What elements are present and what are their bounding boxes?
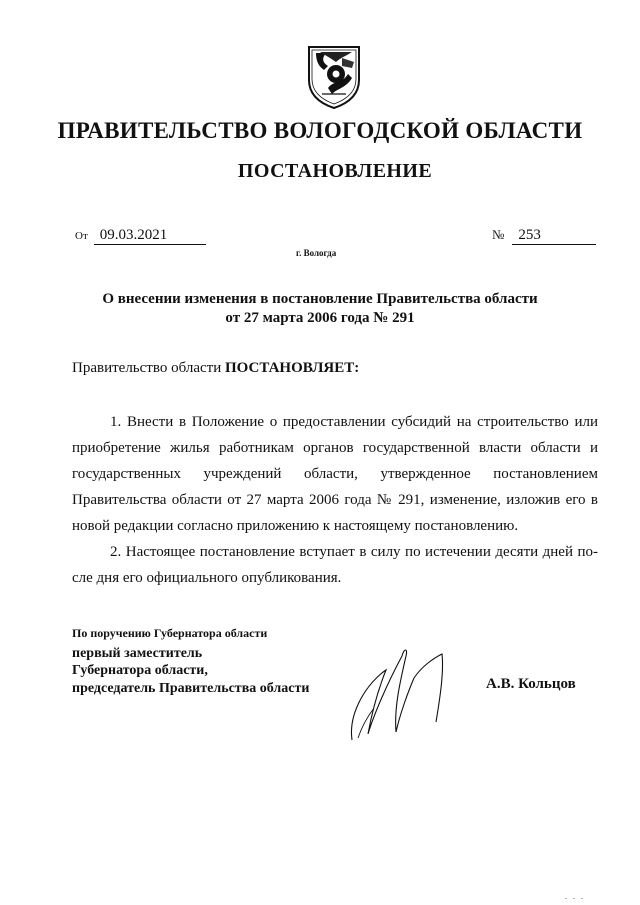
paragraph-1-line-4: Правительства области от 27 марта 2006 года № 291, изменение, изложив его в	[72, 492, 598, 508]
signatory-name: А.В. Кольцов	[486, 676, 576, 692]
document-body	[72, 409, 598, 591]
paragraph-2-line-1: 2. Настоящее постановление вступает в силу по истечении десяти дней по-	[110, 544, 598, 560]
paragraph-1-line-3: государственных учреждений области, утвержденное постановлением	[72, 466, 598, 482]
document-number: 253	[512, 227, 596, 245]
number-field	[492, 227, 596, 245]
signature-instruction: По поручению Губернатора области	[72, 626, 268, 640]
position-line-3: председатель Правительства области	[72, 680, 310, 696]
paragraph-1-line-5: новой редакции согласно приложению к настоящему постановлению.	[72, 518, 519, 534]
handwritten-signature	[338, 642, 468, 752]
subject-line-2: от 27 марта 2006 года № 291	[225, 310, 415, 326]
city-label: г. Вологда	[296, 248, 337, 258]
paragraph-1-line-2: приобретение жилья работникам органов государственной власти области и	[72, 440, 598, 456]
signatory-position	[72, 625, 309, 697]
date-field	[75, 227, 206, 245]
subject-line-1: О внесении изменения в постановление Правительства области	[102, 291, 538, 307]
document-date: 09.03.2021	[94, 227, 206, 245]
preamble	[72, 360, 359, 377]
preamble-text: Правительство области	[72, 360, 225, 376]
position-line-1: первый заместитель	[72, 645, 203, 661]
paragraph-2-line-2: сле дня его официального опубликования.	[72, 570, 342, 586]
footer-marks: . . .	[565, 892, 585, 901]
position-line-2: Губернатора области,	[72, 663, 208, 678]
document-subject	[60, 290, 580, 328]
date-prefix: От	[75, 230, 88, 242]
vologda-coat-of-arms-icon	[306, 44, 362, 110]
preamble-emphasis: ПОСТАНОВЛЯЕТ:	[224, 360, 360, 376]
number-prefix: №	[492, 227, 505, 242]
paragraph-1-line-1: 1. Внести в Положение о предоставлении субсидий на строительство или	[110, 414, 598, 430]
government-title: ПРАВИТЕЛЬСТВО ВОЛОГОДСКОЙ ОБЛАСТИ	[57, 118, 583, 143]
document-type: ПОСТАНОВЛЕНИЕ	[237, 160, 433, 182]
